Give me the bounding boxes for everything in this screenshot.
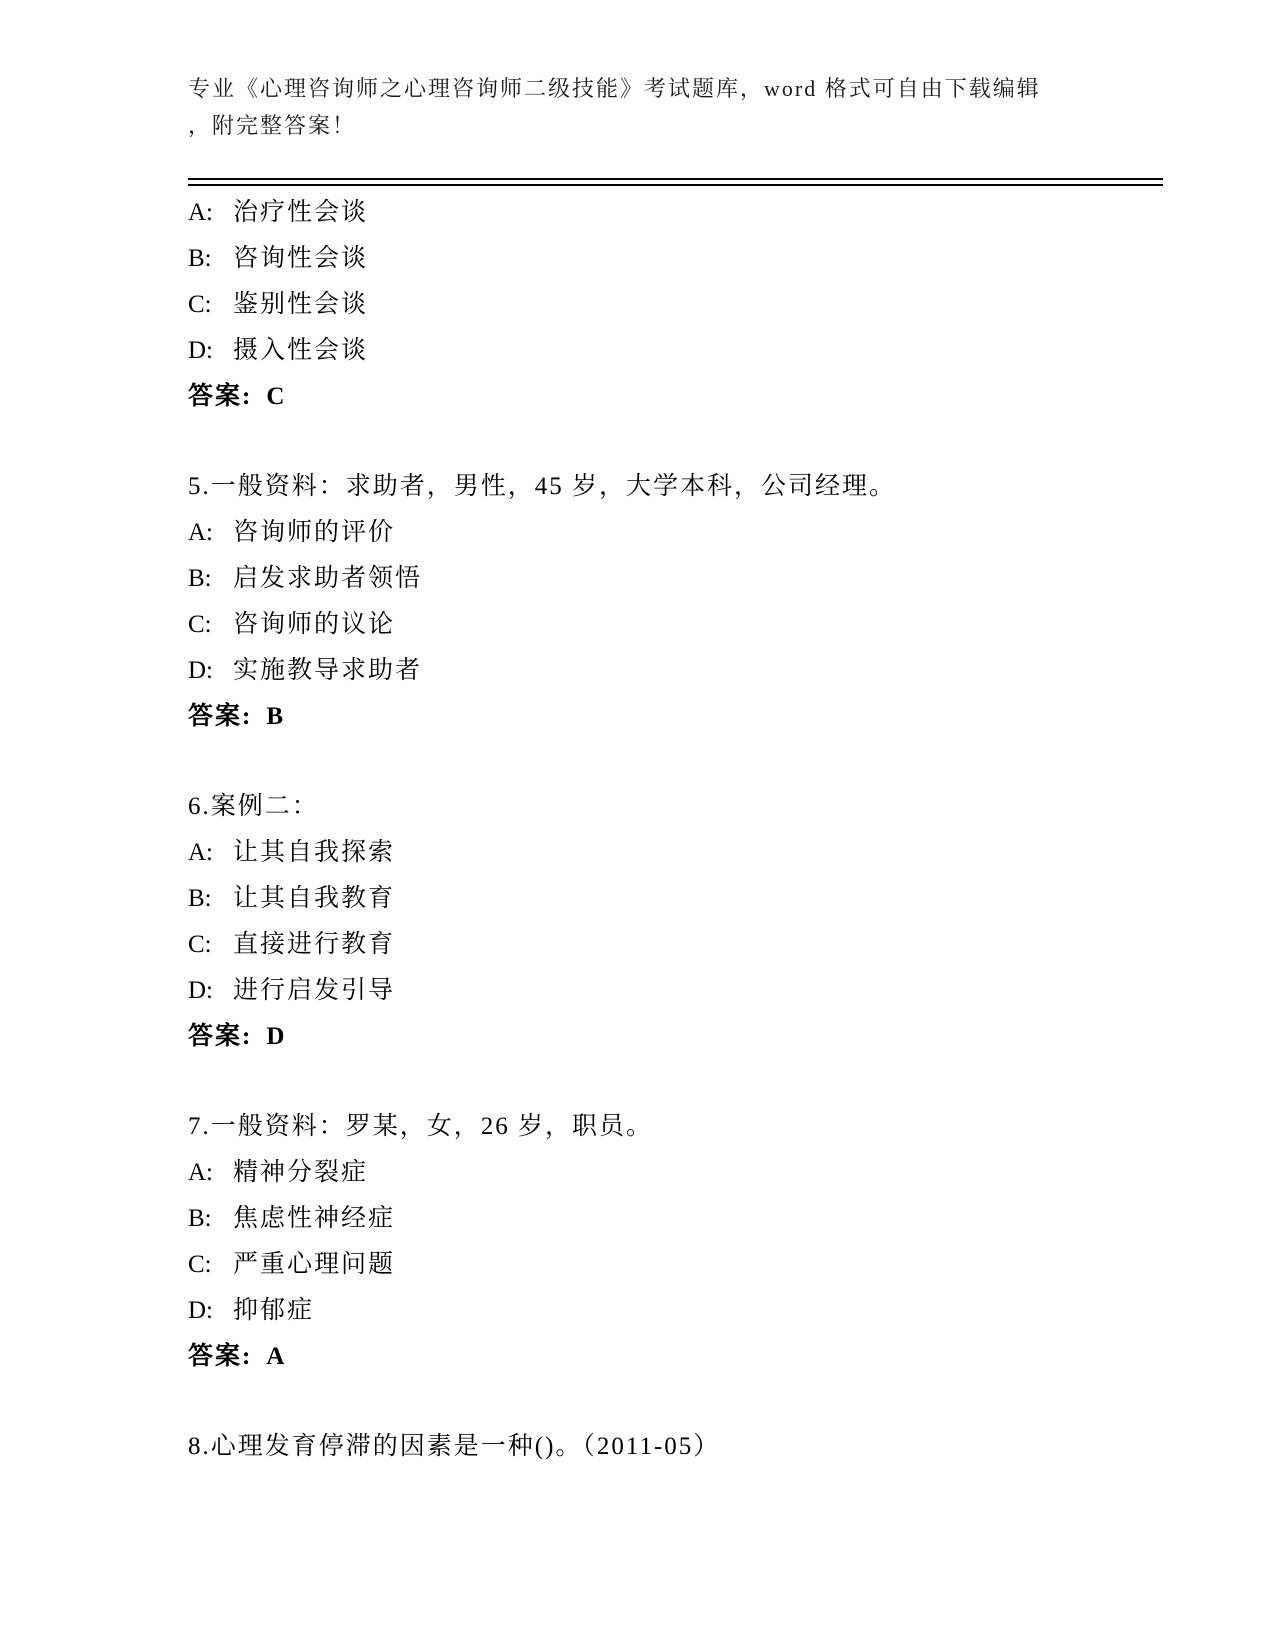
option-row-a: [188, 510, 1175, 556]
option-text: 摄入性会谈: [233, 337, 369, 364]
option-row-d: [188, 968, 1175, 1014]
question-text: 7.一般资料：罗某，女，26 岁，职员。: [188, 1113, 654, 1140]
answer-row: [188, 1014, 1175, 1060]
option-row-b: [188, 876, 1175, 922]
option-text: 直接进行教育: [233, 931, 396, 958]
answer-value: A: [266, 1343, 285, 1370]
option-text: 咨询性会谈: [233, 245, 369, 272]
answer-label: 答案:: [188, 1023, 253, 1050]
option-row-a: [188, 830, 1175, 876]
option-row-b: [188, 556, 1175, 602]
option-label: A:: [188, 519, 213, 546]
option-text: 让其自我教育: [233, 885, 396, 912]
question-text: 8.心理发育停滞的因素是一种()。（2011-05）: [188, 1433, 721, 1460]
answer-label: 答案:: [188, 1343, 253, 1370]
answer-value: B: [266, 703, 284, 730]
option-row-d: [188, 328, 1175, 374]
answer-label: 答案:: [188, 703, 253, 730]
answer-row: [188, 1334, 1175, 1380]
question-block-6: [188, 784, 1175, 1060]
option-text: 咨询师的议论: [233, 611, 396, 638]
option-row-a: [188, 1150, 1175, 1196]
option-text: 咨询师的评价: [233, 519, 396, 546]
option-label: D:: [188, 977, 213, 1004]
option-label: A:: [188, 1159, 213, 1186]
header-text-line1: 专业《心理咨询师之心理咨询师二级技能》考试题库，word 格式可自由下载编辑: [188, 76, 1041, 101]
answer-row: [188, 374, 1175, 420]
option-text: 严重心理问题: [233, 1251, 396, 1278]
option-label: B:: [188, 565, 212, 592]
option-row-b: [188, 236, 1175, 282]
option-text: 抑郁症: [233, 1297, 315, 1324]
option-text: 鉴别性会谈: [233, 291, 369, 318]
question-block-4: [188, 190, 1175, 420]
option-label: D:: [188, 1297, 213, 1324]
option-row-c: [188, 1242, 1175, 1288]
header-divider-rule: [188, 178, 1163, 186]
option-label: C:: [188, 291, 212, 318]
option-label: B:: [188, 1205, 212, 1232]
option-text: 精神分裂症: [233, 1159, 369, 1186]
page-header: [188, 70, 1163, 144]
option-row-d: [188, 1288, 1175, 1334]
question-text: 6.案例二：: [188, 793, 319, 820]
option-label: D:: [188, 657, 213, 684]
option-text: 启发求助者领悟: [233, 565, 423, 592]
option-label: D:: [188, 337, 213, 364]
option-text: 实施教导求助者: [233, 657, 423, 684]
option-row-a: [188, 190, 1175, 236]
document-body: [188, 190, 1175, 1470]
answer-value: D: [266, 1023, 285, 1050]
option-label: A:: [188, 199, 213, 226]
question-block-8: [188, 1424, 1175, 1470]
answer-label: 答案:: [188, 383, 253, 410]
question-block-5: [188, 464, 1175, 740]
option-label: C:: [188, 931, 212, 958]
option-label: B:: [188, 245, 212, 272]
option-row-c: [188, 602, 1175, 648]
answer-value: C: [266, 383, 285, 410]
option-label: C:: [188, 1251, 212, 1278]
option-text: 焦虑性神经症: [233, 1205, 396, 1232]
option-text: 让其自我探索: [233, 839, 396, 866]
option-label: B:: [188, 885, 212, 912]
question-text: 5.一般资料：求助者，男性，45 岁，大学本科，公司经理。: [188, 473, 897, 500]
option-row-d: [188, 648, 1175, 694]
option-text: 治疗性会谈: [233, 199, 369, 226]
question-block-7: [188, 1104, 1175, 1380]
option-row-b: [188, 1196, 1175, 1242]
option-text: 进行启发引导: [233, 977, 396, 1004]
option-label: C:: [188, 611, 212, 638]
header-text-line2: ，附完整答案！: [188, 113, 357, 138]
option-label: A:: [188, 839, 213, 866]
option-row-c: [188, 922, 1175, 968]
answer-row: [188, 694, 1175, 740]
option-row-c: [188, 282, 1175, 328]
